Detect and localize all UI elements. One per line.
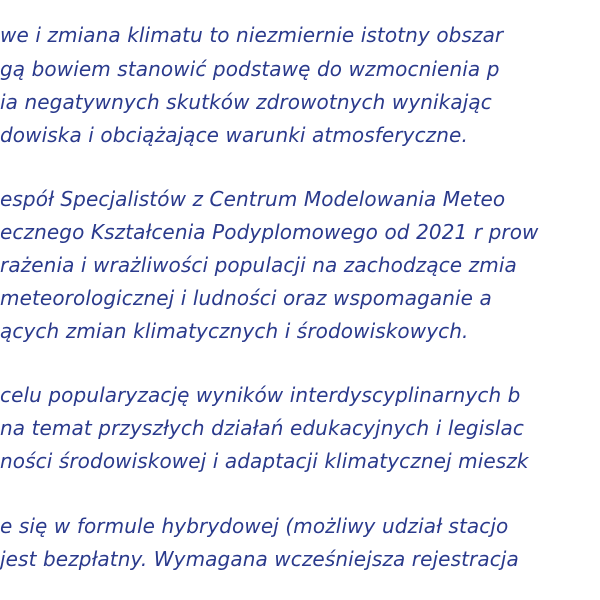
- paragraph-2-line-3: rażenia i wrażliwości populacji na zachodzące zmia: [0, 253, 517, 277]
- paragraph-2-line-2: ecznego Kształcenia Podyplomowego od 2021 r prow: [0, 220, 539, 244]
- paragraph-1-line-3: ia negatywnych skutków zdrowotnych wynikając: [0, 90, 492, 114]
- paragraph-3-line-3: ności środowiskowej i adaptacji klimatycznej mieszk: [0, 449, 529, 473]
- paragraph-2-line-1: espół Specjalistów z Centrum Modelowania Meteo: [0, 187, 506, 211]
- paragraph-2-line-5: ących zmian klimatycznych i środowiskowych.: [0, 319, 469, 343]
- paragraph-3-line-2: na temat przyszłych działań edukacyjnych i legislac: [0, 416, 524, 440]
- paragraph-1-line-2: gą bowiem stanowić podstawę do wzmocnienia p: [0, 57, 500, 81]
- paragraph-4-line-1: e się w formule hybrydowej (możliwy udział stacjo: [0, 514, 509, 538]
- paragraph-1-line-1: we i zmiana klimatu to niezmiernie istotny obszar: [0, 23, 504, 47]
- paragraph-2-line-4: meteorologicznej i ludności oraz wspomaganie a: [0, 286, 492, 310]
- paragraph-4-line-2: jest bezpłatny. Wymagana wcześniejsza rejestracja: [0, 547, 519, 571]
- paragraph-1-line-4: dowiska i obciążające warunki atmosferyczne.: [0, 123, 468, 147]
- paragraph-3-line-1: celu popularyzację wyników interdyscyplinarnych b: [0, 383, 521, 407]
